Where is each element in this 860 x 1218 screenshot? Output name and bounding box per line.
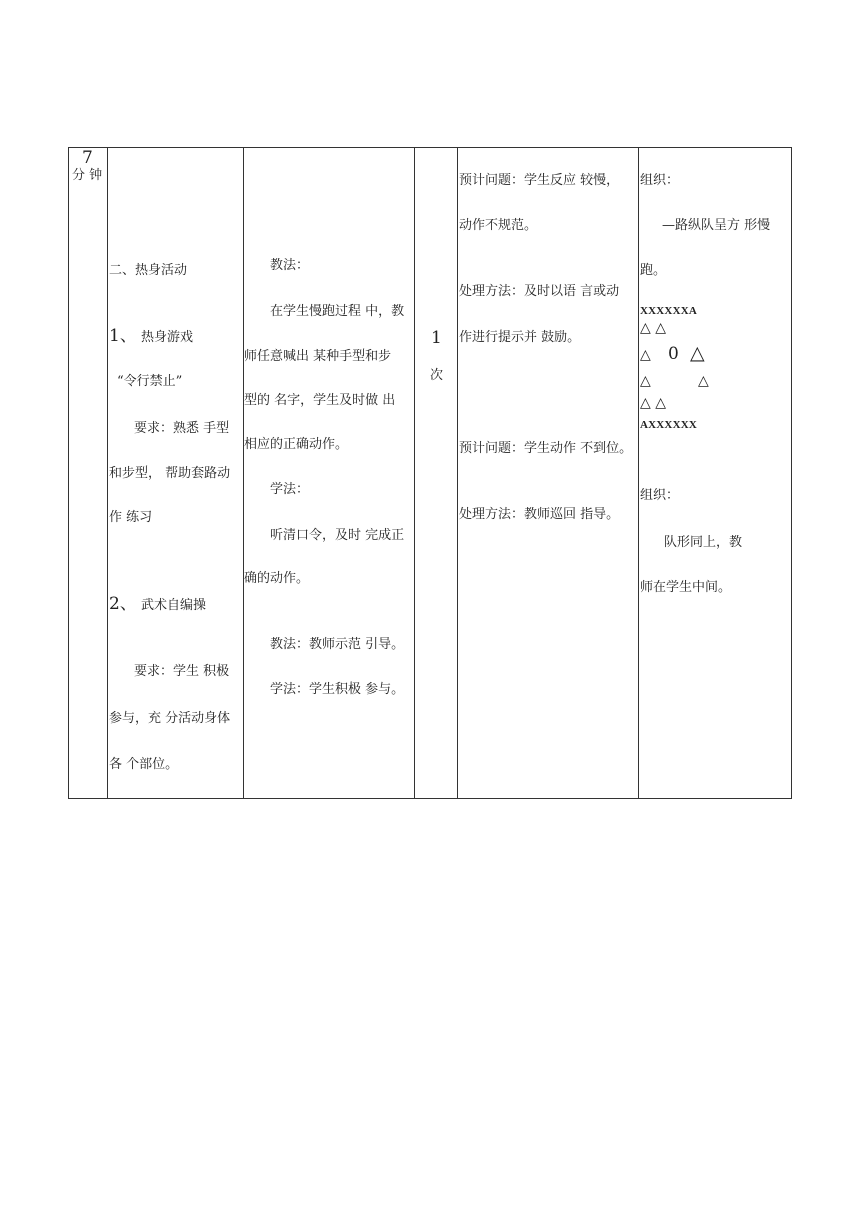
column-divider: [457, 148, 458, 798]
org-label-1: 组织：: [640, 173, 680, 188]
item1-number: 1、: [109, 326, 137, 346]
formation-row-2: △ △: [640, 320, 666, 336]
problem-2: 预计问题：学生动作 不到位。: [459, 441, 633, 456]
req1-line: 作 练习: [109, 510, 153, 525]
method-line: 型的 名字，学生及时做 出: [244, 393, 396, 408]
formation-row-1: XXXXXXA: [640, 305, 698, 317]
req1-line: 要求：熟悉 手型: [134, 421, 230, 436]
method-line: 在学生慢跑过程 中，教: [270, 304, 405, 319]
formation-triangle: △: [698, 373, 709, 389]
req2-line: 参与，充 分活动身体: [109, 711, 231, 726]
req1-line: 和步型， 帮助套路动: [109, 466, 231, 481]
time-unit: 分 钟: [72, 168, 103, 183]
teacher-marker: 0: [668, 344, 679, 364]
problem-line: 预计问题：学生反应 较慢，: [459, 173, 620, 188]
formation-triangle: △: [640, 373, 651, 389]
count-unit: 次: [430, 368, 444, 383]
org-desc-line: —路纵队呈方 形慢: [662, 218, 771, 233]
org-desc-line: 跑。: [640, 263, 667, 278]
req2-line: 各 个部位。: [109, 757, 179, 772]
org-desc-line: 队形同上，教: [664, 535, 743, 550]
method-line: 确的动作。: [244, 571, 310, 586]
item2-label: [109, 596, 206, 614]
teach-method-2: 教法：教师示范 引导。: [270, 637, 405, 652]
formation-row-5: △ △: [640, 395, 666, 411]
method-line: 师任意喊出 某种手型和步: [244, 349, 392, 364]
item2-title: 武术自编操: [140, 598, 206, 613]
org-desc-line: 师在学生中间。: [640, 580, 732, 595]
handling-2: 处理方法：教师巡回 指导。: [459, 507, 620, 522]
item1-title: 热身游戏: [140, 330, 193, 345]
problem-line: 动作不规范。: [459, 218, 538, 233]
section-heading: 二、热身活动: [109, 263, 188, 278]
formation-triangle: △: [640, 347, 651, 363]
formation-row-6: AXXXXXX: [640, 419, 698, 431]
method-line: 听清口令，及时 完成正: [270, 528, 405, 543]
item2-number: 2、: [109, 594, 137, 614]
time-number: 7: [82, 148, 93, 168]
column-divider: [414, 148, 415, 798]
formation-triangle-large: △: [690, 342, 705, 364]
learn-method-2: 学法：学生积极 参与。: [270, 682, 405, 697]
column-divider: [638, 148, 639, 798]
column-divider: [243, 148, 244, 798]
item1-label: [109, 328, 193, 346]
method-line: 学法：: [270, 482, 310, 497]
handling-line: 处理方法：及时以语 言或动: [459, 284, 620, 299]
req2-line: 要求：学生 积极: [134, 664, 230, 679]
method-line: 相应的正确动作。: [244, 437, 349, 452]
handling-line: 作进行提示并 鼓励。: [459, 330, 581, 345]
method-line: 教法：: [270, 258, 310, 273]
item1-name: “令行禁止”: [117, 374, 183, 389]
org-label-2: 组织：: [640, 488, 680, 503]
count-number: 1: [431, 328, 442, 348]
column-divider: [107, 148, 108, 798]
